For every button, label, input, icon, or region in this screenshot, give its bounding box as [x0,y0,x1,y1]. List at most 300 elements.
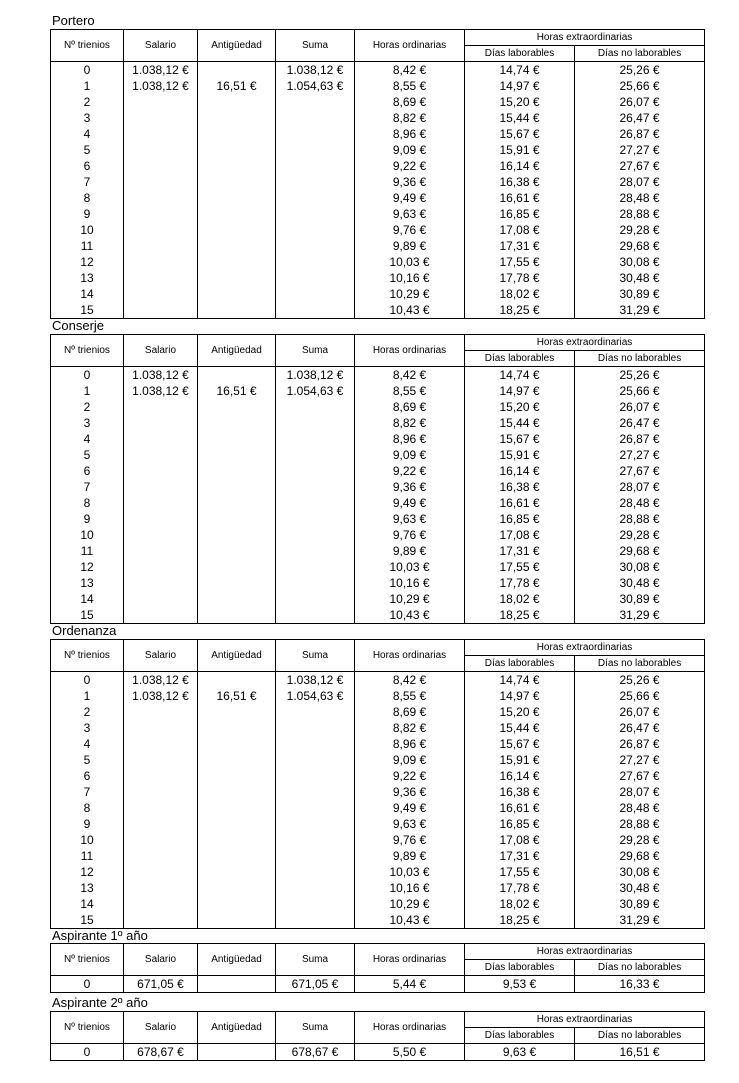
horas-ordinarias-cell: 8,96 € [355,736,465,752]
trienios-cell: 7 [51,479,124,495]
antiguedad-cell [198,222,276,238]
suma-cell [276,142,355,158]
section-title: Aspirante 2º año [52,995,148,1010]
horas-ordinarias-cell: 8,82 € [355,720,465,736]
antiguedad-cell [198,415,276,431]
antiguedad-cell [198,447,276,463]
dias-no-laborables-cell: 26,07 € [575,94,705,110]
dias-no-laborables-cell: 27,27 € [575,447,705,463]
horas-ordinarias-cell: 10,43 € [355,912,465,929]
antiguedad-cell [198,254,276,270]
suma-cell [276,816,355,832]
header-salario: Salario [124,335,198,367]
antiguedad-cell [198,158,276,174]
section-title: Conserje [52,318,105,333]
antiguedad-cell [198,511,276,527]
antiguedad-cell [198,575,276,591]
table-row [51,126,705,142]
antiguedad-cell [198,495,276,511]
salario-cell [124,832,198,848]
salario-cell [124,720,198,736]
dias-laborables-cell: 15,44 € [465,720,575,736]
header-antiguedad: Antigüedad [198,944,276,976]
salario-cell [124,495,198,511]
trienios-cell: 5 [51,752,124,768]
table-row [51,94,705,110]
header-horas-ordinarias: Horas ordinarias [355,335,465,367]
dias-laborables-cell: 15,44 € [465,415,575,431]
header-dias-no-laborables: Días no laborables [575,351,705,367]
antiguedad-cell: 16,51 € [198,383,276,399]
header-antiguedad: Antigüedad [198,30,276,62]
header-suma: Suma [276,944,355,976]
horas-ordinarias-cell: 9,09 € [355,142,465,158]
trienios-cell: 6 [51,463,124,479]
horas-ordinarias-cell: 9,49 € [355,800,465,816]
horas-ordinarias-cell: 9,36 € [355,174,465,190]
header-suma: Suma [276,335,355,367]
dias-laborables-cell: 15,20 € [465,704,575,720]
horas-ordinarias-cell: 9,36 € [355,479,465,495]
salario-cell: 1.038,12 € [124,62,198,79]
dias-laborables-cell: 18,25 € [465,912,575,929]
dias-laborables-cell: 16,14 € [465,463,575,479]
trienios-cell: 3 [51,110,124,126]
dias-no-laborables-cell: 27,67 € [575,158,705,174]
salario-cell [124,174,198,190]
dias-no-laborables-cell: 29,68 € [575,238,705,254]
antiguedad-cell: 16,51 € [198,688,276,704]
suma-cell [276,222,355,238]
dias-no-laborables-cell: 30,08 € [575,559,705,575]
salario-cell [124,784,198,800]
table-header [51,1012,705,1044]
table-row [51,736,705,752]
header-salario: Salario [124,30,198,62]
suma-cell: 671,05 € [276,976,355,993]
horas-ordinarias-cell: 10,03 € [355,864,465,880]
dias-no-laborables-cell: 26,47 € [575,720,705,736]
header-trienios: Nº trienios [51,335,124,367]
dias-no-laborables-cell: 28,48 € [575,495,705,511]
antiguedad-cell [198,270,276,286]
table-row [51,110,705,126]
salario-cell [124,800,198,816]
salario-cell: 1.038,12 € [124,367,198,384]
suma-cell: 1.038,12 € [276,367,355,384]
dias-no-laborables-cell: 25,26 € [575,367,705,384]
salario-cell: 1.038,12 € [124,78,198,94]
trienios-cell: 1 [51,383,124,399]
table-header [51,944,705,976]
salario-cell: 671,05 € [124,976,198,993]
suma-cell [276,704,355,720]
dias-no-laborables-cell: 30,89 € [575,896,705,912]
horas-ordinarias-cell: 10,16 € [355,880,465,896]
table-row [51,591,705,607]
suma-cell: 1.038,12 € [276,672,355,689]
header-horas-ordinarias: Horas ordinarias [355,944,465,976]
dias-laborables-cell: 16,61 € [465,495,575,511]
trienios-cell: 10 [51,832,124,848]
antiguedad-cell [198,527,276,543]
dias-laborables-cell: 15,91 € [465,752,575,768]
salario-cell [124,912,198,929]
antiguedad-cell [198,591,276,607]
table-row [51,463,705,479]
antiguedad-cell [198,399,276,415]
dias-laborables-cell: 16,38 € [465,479,575,495]
antiguedad-cell [198,431,276,447]
antiguedad-cell [198,1044,276,1061]
dias-no-laborables-cell: 26,87 € [575,431,705,447]
horas-ordinarias-cell: 9,76 € [355,222,465,238]
dias-no-laborables-cell: 25,66 € [575,383,705,399]
antiguedad-cell [198,190,276,206]
suma-cell [276,463,355,479]
trienios-cell: 0 [51,672,124,689]
suma-cell [276,752,355,768]
dias-no-laborables-cell: 25,66 € [575,78,705,94]
antiguedad-cell [198,816,276,832]
dias-laborables-cell: 9,63 € [465,1044,575,1061]
dias-laborables-cell: 9,53 € [465,976,575,993]
suma-cell [276,431,355,447]
suma-cell: 1.054,63 € [276,78,355,94]
salario-cell [124,110,198,126]
salario-cell [124,270,198,286]
horas-ordinarias-cell: 10,43 € [355,302,465,319]
trienios-cell: 12 [51,559,124,575]
dias-laborables-cell: 14,74 € [465,62,575,79]
dias-no-laborables-cell: 25,26 € [575,672,705,689]
header-horas-ordinarias: Horas ordinarias [355,640,465,672]
table-row [51,720,705,736]
dias-laborables-cell: 14,97 € [465,78,575,94]
dias-laborables-cell: 16,61 € [465,190,575,206]
salario-cell [124,190,198,206]
header-antiguedad: Antigüedad [198,640,276,672]
header-antiguedad: Antigüedad [198,1012,276,1044]
salario-cell [124,479,198,495]
suma-cell [276,848,355,864]
table-row [51,399,705,415]
table-row [51,174,705,190]
trienios-cell: 1 [51,688,124,704]
suma-cell: 1.054,63 € [276,383,355,399]
trienios-cell: 13 [51,270,124,286]
antiguedad-cell [198,704,276,720]
horas-ordinarias-cell: 10,03 € [355,254,465,270]
section-title: Ordenanza [52,623,117,638]
header-dias-no-laborables: Días no laborables [575,1028,705,1044]
dias-laborables-cell: 15,91 € [465,142,575,158]
dias-laborables-cell: 16,14 € [465,768,575,784]
suma-cell [276,495,355,511]
header-dias-laborables: Días laborables [465,960,575,976]
suma-cell [276,912,355,929]
table-row [51,511,705,527]
trienios-cell: 8 [51,190,124,206]
antiguedad-cell [198,559,276,575]
salario-cell [124,431,198,447]
antiguedad-cell [198,752,276,768]
suma-cell [276,270,355,286]
trienios-cell: 3 [51,415,124,431]
salario-cell: 1.038,12 € [124,688,198,704]
header-salario: Salario [124,1012,198,1044]
antiguedad-cell [198,864,276,880]
trienios-cell: 0 [51,976,124,993]
trienios-cell: 12 [51,254,124,270]
horas-ordinarias-cell: 8,42 € [355,672,465,689]
dias-no-laborables-cell: 27,27 € [575,142,705,158]
horas-ordinarias-cell: 9,22 € [355,158,465,174]
header-trienios: Nº trienios [51,1012,124,1044]
table-row [51,367,705,384]
dias-no-laborables-cell: 29,28 € [575,832,705,848]
table-row [51,543,705,559]
salario-cell [124,527,198,543]
horas-ordinarias-cell: 9,63 € [355,816,465,832]
antiguedad-cell [198,832,276,848]
dias-no-laborables-cell: 28,07 € [575,479,705,495]
suma-cell [276,591,355,607]
dias-no-laborables-cell: 30,48 € [575,270,705,286]
antiguedad-cell [198,880,276,896]
dias-laborables-cell: 15,20 € [465,94,575,110]
table-row [51,880,705,896]
dias-no-laborables-cell: 26,87 € [575,736,705,752]
header-dias-no-laborables: Días no laborables [575,46,705,62]
dias-no-laborables-cell: 16,33 € [575,976,705,993]
suma-cell [276,575,355,591]
trienios-cell: 5 [51,447,124,463]
table-header [51,640,705,672]
horas-ordinarias-cell: 9,49 € [355,190,465,206]
table-row [51,495,705,511]
trienios-cell: 11 [51,238,124,254]
table-row [51,688,705,704]
dias-laborables-cell: 17,31 € [465,238,575,254]
horas-ordinarias-cell: 10,29 € [355,286,465,302]
dias-no-laborables-cell: 27,27 € [575,752,705,768]
trienios-cell: 7 [51,784,124,800]
horas-ordinarias-cell: 8,69 € [355,399,465,415]
antiguedad-cell [198,367,276,384]
trienios-cell: 9 [51,816,124,832]
suma-cell [276,720,355,736]
salario-cell [124,559,198,575]
dias-laborables-cell: 14,97 € [465,688,575,704]
trienios-cell: 4 [51,736,124,752]
dias-no-laborables-cell: 30,08 € [575,864,705,880]
table-row [51,142,705,158]
table-row [51,383,705,399]
salario-cell [124,736,198,752]
horas-ordinarias-cell: 9,22 € [355,768,465,784]
table-row [51,607,705,624]
trienios-cell: 13 [51,575,124,591]
horas-ordinarias-cell: 9,09 € [355,447,465,463]
table-row [51,431,705,447]
horas-ordinarias-cell: 10,29 € [355,591,465,607]
trienios-cell: 8 [51,495,124,511]
salario-cell [124,238,198,254]
suma-cell [276,190,355,206]
antiguedad-cell [198,784,276,800]
table-row [51,62,705,79]
header-dias-laborables: Días laborables [465,46,575,62]
table-row [51,1044,705,1061]
trienios-cell: 12 [51,864,124,880]
antiguedad-cell [198,976,276,993]
dias-laborables-cell: 17,08 € [465,832,575,848]
section-title: Portero [52,13,95,28]
table-row [51,752,705,768]
trienios-cell: 14 [51,591,124,607]
suma-cell [276,543,355,559]
suma-cell: 1.038,12 € [276,62,355,79]
suma-cell [276,399,355,415]
table-row [51,768,705,784]
table-row [51,479,705,495]
table-row [51,527,705,543]
suma-cell [276,94,355,110]
dias-no-laborables-cell: 30,08 € [575,254,705,270]
trienios-cell: 11 [51,543,124,559]
trienios-cell: 4 [51,126,124,142]
salario-cell [124,415,198,431]
horas-ordinarias-cell: 9,89 € [355,848,465,864]
table-row [51,912,705,929]
table-row [51,302,705,319]
trienios-cell: 2 [51,94,124,110]
table-row [51,559,705,575]
antiguedad-cell [198,94,276,110]
suma-cell [276,447,355,463]
dias-laborables-cell: 18,25 € [465,607,575,624]
antiguedad-cell [198,174,276,190]
table-row [51,896,705,912]
table-row [51,222,705,238]
suma-cell [276,254,355,270]
suma-cell [276,238,355,254]
horas-ordinarias-cell: 9,63 € [355,511,465,527]
header-horas-ordinarias: Horas ordinarias [355,1012,465,1044]
header-horas-extraordinarias: Horas extraordinarias [465,640,705,656]
trienios-cell: 6 [51,158,124,174]
antiguedad-cell [198,142,276,158]
dias-no-laborables-cell: 26,47 € [575,415,705,431]
trienios-cell: 15 [51,607,124,624]
horas-ordinarias-cell: 9,49 € [355,495,465,511]
dias-no-laborables-cell: 28,88 € [575,511,705,527]
suma-cell [276,880,355,896]
trienios-cell: 0 [51,1044,124,1061]
salary-table [50,943,705,993]
trienios-cell: 8 [51,800,124,816]
antiguedad-cell [198,62,276,79]
dias-laborables-cell: 17,55 € [465,864,575,880]
dias-laborables-cell: 17,08 € [465,222,575,238]
suma-cell [276,126,355,142]
horas-ordinarias-cell: 9,76 € [355,832,465,848]
dias-no-laborables-cell: 31,29 € [575,912,705,929]
header-salario: Salario [124,640,198,672]
salario-cell [124,896,198,912]
antiguedad-cell [198,736,276,752]
horas-ordinarias-cell: 10,43 € [355,607,465,624]
suma-cell: 1.054,63 € [276,688,355,704]
dias-no-laborables-cell: 29,68 € [575,543,705,559]
table-header [51,30,705,62]
trienios-cell: 1 [51,78,124,94]
suma-cell [276,415,355,431]
antiguedad-cell [198,286,276,302]
dias-no-laborables-cell: 25,26 € [575,62,705,79]
header-horas-extraordinarias: Horas extraordinarias [465,1012,705,1028]
horas-ordinarias-cell: 8,82 € [355,110,465,126]
header-dias-no-laborables: Días no laborables [575,960,705,976]
header-dias-laborables: Días laborables [465,656,575,672]
salario-cell [124,254,198,270]
salario-cell [124,864,198,880]
horas-ordinarias-cell: 8,96 € [355,431,465,447]
dias-laborables-cell: 14,74 € [465,672,575,689]
header-dias-laborables: Días laborables [465,1028,575,1044]
dias-no-laborables-cell: 28,88 € [575,816,705,832]
dias-no-laborables-cell: 31,29 € [575,302,705,319]
dias-no-laborables-cell: 30,48 € [575,575,705,591]
horas-ordinarias-cell: 9,36 € [355,784,465,800]
table-row [51,78,705,94]
horas-ordinarias-cell: 10,29 € [355,896,465,912]
dias-no-laborables-cell: 29,28 € [575,222,705,238]
antiguedad-cell [198,896,276,912]
dias-laborables-cell: 17,78 € [465,270,575,286]
table-row [51,864,705,880]
table-row [51,784,705,800]
dias-no-laborables-cell: 28,48 € [575,190,705,206]
dias-laborables-cell: 18,02 € [465,286,575,302]
header-trienios: Nº trienios [51,30,124,62]
suma-cell: 678,67 € [276,1044,355,1061]
table-row [51,447,705,463]
horas-ordinarias-cell: 9,89 € [355,543,465,559]
antiguedad-cell [198,672,276,689]
suma-cell [276,800,355,816]
horas-ordinarias-cell: 8,42 € [355,62,465,79]
dias-no-laborables-cell: 30,89 € [575,591,705,607]
table-row [51,238,705,254]
dias-no-laborables-cell: 26,47 € [575,110,705,126]
trienios-cell: 9 [51,511,124,527]
antiguedad-cell [198,302,276,319]
header-suma: Suma [276,30,355,62]
suma-cell [276,896,355,912]
header-trienios: Nº trienios [51,640,124,672]
dias-laborables-cell: 15,20 € [465,399,575,415]
trienios-cell: 0 [51,367,124,384]
horas-ordinarias-cell: 8,42 € [355,367,465,384]
section-title: Aspirante 1º año [52,928,148,943]
salario-cell [124,704,198,720]
dias-laborables-cell: 16,38 € [465,784,575,800]
antiguedad-cell [198,607,276,624]
table-header [51,335,705,367]
trienios-cell: 6 [51,768,124,784]
